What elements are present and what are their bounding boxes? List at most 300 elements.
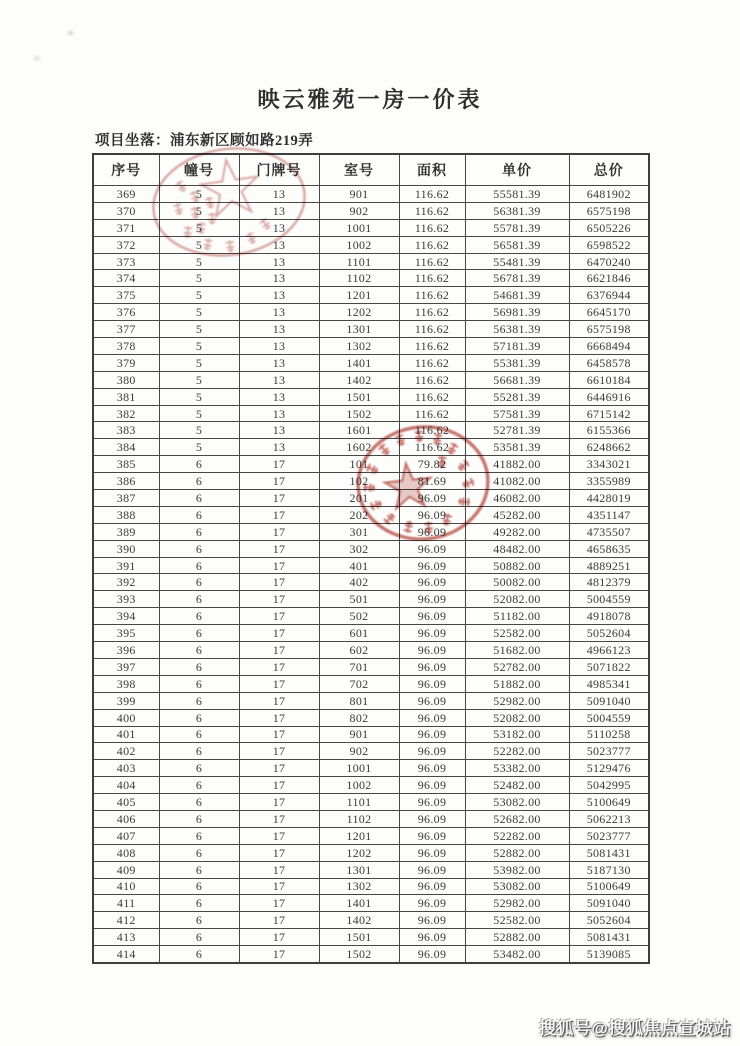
table-row [93, 591, 649, 608]
table-cell: 392 [93, 574, 159, 591]
table-cell: 5 [159, 304, 239, 321]
table-cell: 301 [319, 523, 399, 540]
table-cell: 55581.39 [465, 186, 569, 203]
price-table-header [93, 154, 649, 186]
table-cell: 96.09 [399, 523, 465, 540]
table-cell: 399 [93, 692, 159, 709]
table-cell: 96.09 [399, 692, 465, 709]
table-cell: 6 [159, 929, 239, 946]
table-cell: 5081431 [569, 929, 649, 946]
table-row [93, 760, 649, 777]
table-cell: 53182.00 [465, 726, 569, 743]
table-cell: 52282.00 [465, 827, 569, 844]
table-cell: 51182.00 [465, 608, 569, 625]
table-cell: 52781.39 [465, 422, 569, 439]
table-cell: 6610184 [569, 371, 649, 388]
table-cell: 17 [239, 658, 319, 675]
table-cell: 96.09 [399, 912, 465, 929]
table-cell: 502 [319, 608, 399, 625]
table-cell: 6575198 [569, 321, 649, 338]
table-cell: 6 [159, 692, 239, 709]
table-cell: 6621846 [569, 270, 649, 287]
table-cell: 5 [159, 186, 239, 203]
table-cell: 3355989 [569, 473, 649, 490]
table-row [93, 642, 649, 659]
table-cell: 17 [239, 490, 319, 507]
table-row [93, 388, 649, 405]
table-cell: 4889251 [569, 557, 649, 574]
table-row [93, 608, 649, 625]
table-cell: 116.62 [399, 422, 465, 439]
scan-artifact-dot [66, 29, 75, 37]
table-cell: 5 [159, 338, 239, 355]
table-cell: 17 [239, 760, 319, 777]
table-cell: 1002 [319, 777, 399, 794]
table-cell: 41882.00 [465, 456, 569, 473]
sohu-watermark: 搜狐号@搜狐焦点宣城站 [538, 1019, 731, 1038]
table-cell: 379 [93, 354, 159, 371]
table-cell: 54681.39 [465, 287, 569, 304]
table-cell: 5023777 [569, 743, 649, 760]
table-cell: 56681.39 [465, 371, 569, 388]
table-cell: 57181.39 [465, 338, 569, 355]
table-cell: 6 [159, 709, 239, 726]
table-cell: 96.09 [399, 574, 465, 591]
table-cell: 81.69 [399, 473, 465, 490]
table-cell: 601 [319, 625, 399, 642]
table-cell: 5091040 [569, 895, 649, 912]
table-cell: 6470240 [569, 253, 649, 270]
table-cell: 5052604 [569, 912, 649, 929]
table-cell: 3343021 [569, 456, 649, 473]
table-cell: 370 [93, 202, 159, 219]
table-cell: 1201 [319, 827, 399, 844]
table-row [93, 878, 649, 895]
table-cell: 55281.39 [465, 388, 569, 405]
table-cell: 50082.00 [465, 574, 569, 591]
table-row [93, 946, 649, 963]
table-row [93, 287, 649, 304]
table-cell: 51882.00 [465, 675, 569, 692]
header-row [93, 154, 649, 186]
table-cell: 402 [93, 743, 159, 760]
table-cell: 13 [239, 236, 319, 253]
table-cell: 5187130 [569, 861, 649, 878]
table-cell: 1302 [319, 878, 399, 895]
table-cell: 49282.00 [465, 523, 569, 540]
table-cell: 17 [239, 692, 319, 709]
table-cell: 17 [239, 506, 319, 523]
table-cell: 373 [93, 253, 159, 270]
table-cell: 387 [93, 490, 159, 507]
table-cell: 13 [239, 354, 319, 371]
column-header: 序号 [93, 154, 159, 186]
table-cell: 53382.00 [465, 760, 569, 777]
table-row [93, 777, 649, 794]
table-cell: 6 [159, 844, 239, 861]
table-row [93, 540, 649, 557]
table-cell: 96.09 [399, 844, 465, 861]
table-cell: 400 [93, 709, 159, 726]
table-cell: 6 [159, 861, 239, 878]
table-cell: 56781.39 [465, 270, 569, 287]
table-cell: 116.62 [399, 371, 465, 388]
table-cell: 6 [159, 473, 239, 490]
table-row [93, 270, 649, 287]
table-cell: 369 [93, 186, 159, 203]
table-cell: 116.62 [399, 186, 465, 203]
table-cell: 386 [93, 473, 159, 490]
scan-artifact-dot [32, 54, 42, 63]
table-cell: 6505226 [569, 219, 649, 236]
table-cell: 17 [239, 608, 319, 625]
table-cell: 52782.00 [465, 658, 569, 675]
table-row [93, 304, 649, 321]
project-location-value: 浦东新区顾如路219弄 [170, 133, 314, 149]
table-row [93, 405, 649, 422]
table-cell: 405 [93, 794, 159, 811]
table-cell: 5042995 [569, 777, 649, 794]
table-cell: 6 [159, 946, 239, 963]
table-cell: 1502 [319, 405, 399, 422]
table-cell: 404 [93, 777, 159, 794]
table-row [93, 557, 649, 574]
table-cell: 391 [93, 557, 159, 574]
table-cell: 116.62 [399, 202, 465, 219]
table-cell: 13 [239, 388, 319, 405]
table-cell: 383 [93, 422, 159, 439]
table-cell: 6668494 [569, 338, 649, 355]
table-cell: 5062213 [569, 810, 649, 827]
table-row [93, 929, 649, 946]
table-cell: 393 [93, 591, 159, 608]
table-cell: 4428019 [569, 490, 649, 507]
table-cell: 96.09 [399, 827, 465, 844]
table-cell: 381 [93, 388, 159, 405]
table-row [93, 861, 649, 878]
table-cell: 116.62 [399, 439, 465, 456]
table-cell: 52982.00 [465, 692, 569, 709]
table-cell: 901 [319, 186, 399, 203]
table-cell: 53581.39 [465, 439, 569, 456]
table-cell: 394 [93, 608, 159, 625]
table-cell: 395 [93, 625, 159, 642]
table-row [93, 827, 649, 844]
table-cell: 401 [319, 557, 399, 574]
table-cell: 116.62 [399, 287, 465, 304]
table-cell: 6 [159, 878, 239, 895]
table-cell: 55381.39 [465, 354, 569, 371]
column-header: 幢号 [159, 154, 239, 186]
table-cell: 5100649 [569, 878, 649, 895]
table-cell: 5 [159, 253, 239, 270]
table-cell: 6 [159, 591, 239, 608]
table-cell: 96.09 [399, 642, 465, 659]
project-location [95, 129, 313, 150]
table-cell: 6 [159, 574, 239, 591]
table-cell: 17 [239, 827, 319, 844]
table-cell: 901 [319, 726, 399, 743]
table-row [93, 236, 649, 253]
table-cell: 52282.00 [465, 743, 569, 760]
table-cell: 6645170 [569, 304, 649, 321]
table-cell: 6 [159, 456, 239, 473]
table-cell: 5 [159, 388, 239, 405]
table-cell: 52082.00 [465, 591, 569, 608]
table-cell: 96.09 [399, 675, 465, 692]
table-cell: 4658635 [569, 540, 649, 557]
table-cell: 96.09 [399, 540, 465, 557]
table-cell: 17 [239, 743, 319, 760]
table-row [93, 202, 649, 219]
column-header: 面积 [399, 154, 465, 186]
table-cell: 52582.00 [465, 912, 569, 929]
table-cell: 116.62 [399, 321, 465, 338]
table-cell: 116.62 [399, 354, 465, 371]
table-cell: 6 [159, 912, 239, 929]
table-cell: 1601 [319, 422, 399, 439]
table-cell: 55781.39 [465, 219, 569, 236]
table-cell: 17 [239, 591, 319, 608]
table-cell: 390 [93, 540, 159, 557]
table-cell: 41082.00 [465, 473, 569, 490]
table-cell: 408 [93, 844, 159, 861]
table-cell: 6715142 [569, 405, 649, 422]
table-cell: 1201 [319, 287, 399, 304]
table-cell: 801 [319, 692, 399, 709]
table-cell: 1502 [319, 946, 399, 963]
table-row [93, 743, 649, 760]
table-cell: 45282.00 [465, 506, 569, 523]
table-cell: 1501 [319, 929, 399, 946]
table-cell: 53082.00 [465, 878, 569, 895]
table-cell: 6 [159, 490, 239, 507]
table-cell: 116.62 [399, 388, 465, 405]
table-cell: 5 [159, 287, 239, 304]
table-cell: 1001 [319, 219, 399, 236]
table-cell: 5052604 [569, 625, 649, 642]
table-cell: 376 [93, 304, 159, 321]
table-cell: 79.82 [399, 456, 465, 473]
table-cell: 1202 [319, 844, 399, 861]
table-cell: 6 [159, 760, 239, 777]
table-cell: 13 [239, 219, 319, 236]
table-cell: 116.62 [399, 304, 465, 321]
table-cell: 96.09 [399, 760, 465, 777]
column-header: 总价 [569, 154, 649, 186]
table-cell: 17 [239, 523, 319, 540]
table-cell: 13 [239, 202, 319, 219]
table-cell: 375 [93, 287, 159, 304]
table-cell: 53982.00 [465, 861, 569, 878]
table-row [93, 219, 649, 236]
table-row [93, 810, 649, 827]
table-cell: 13 [239, 270, 319, 287]
table-cell: 6481902 [569, 186, 649, 203]
table-cell: 17 [239, 777, 319, 794]
table-cell: 96.09 [399, 810, 465, 827]
table-cell: 96.09 [399, 709, 465, 726]
table-cell: 96.09 [399, 878, 465, 895]
table-row [93, 794, 649, 811]
table-cell: 52582.00 [465, 625, 569, 642]
table-cell: 96.09 [399, 794, 465, 811]
price-table [92, 153, 650, 964]
table-cell: 13 [239, 405, 319, 422]
table-cell: 409 [93, 861, 159, 878]
table-cell: 17 [239, 929, 319, 946]
table-cell: 53482.00 [465, 946, 569, 963]
column-header: 门牌号 [239, 154, 319, 186]
table-cell: 17 [239, 574, 319, 591]
table-cell: 6 [159, 895, 239, 912]
table-cell: 13 [239, 304, 319, 321]
table-row [93, 658, 649, 675]
table-cell: 17 [239, 642, 319, 659]
table-cell: 51682.00 [465, 642, 569, 659]
table-cell: 1402 [319, 371, 399, 388]
table-cell: 116.62 [399, 405, 465, 422]
table-cell: 96.09 [399, 625, 465, 642]
table-cell: 17 [239, 675, 319, 692]
table-row [93, 709, 649, 726]
table-row [93, 186, 649, 203]
table-cell: 96.09 [399, 777, 465, 794]
table-cell: 5004559 [569, 709, 649, 726]
table-cell: 17 [239, 473, 319, 490]
table-row [93, 422, 649, 439]
table-cell: 1301 [319, 321, 399, 338]
table-row [93, 338, 649, 355]
table-cell: 6 [159, 523, 239, 540]
table-cell: 52882.00 [465, 929, 569, 946]
table-cell: 116.62 [399, 338, 465, 355]
page-title: 映云雅苑一房一价表 [257, 87, 483, 112]
table-cell: 96.09 [399, 506, 465, 523]
table-cell: 382 [93, 405, 159, 422]
table-cell: 201 [319, 490, 399, 507]
table-cell: 52682.00 [465, 810, 569, 827]
table-cell: 13 [239, 371, 319, 388]
table-cell: 6598522 [569, 236, 649, 253]
table-cell: 17 [239, 456, 319, 473]
table-cell: 1302 [319, 338, 399, 355]
table-cell: 6446916 [569, 388, 649, 405]
table-cell: 5139085 [569, 946, 649, 963]
price-table-body [93, 186, 649, 963]
table-cell: 5 [159, 422, 239, 439]
table-cell: 802 [319, 709, 399, 726]
table-row [93, 253, 649, 270]
table-cell: 17 [239, 878, 319, 895]
table-row [93, 726, 649, 743]
table-cell: 52082.00 [465, 709, 569, 726]
table-cell: 6 [159, 777, 239, 794]
table-row [93, 371, 649, 388]
table-cell: 52482.00 [465, 777, 569, 794]
table-cell: 6 [159, 625, 239, 642]
table-cell: 5 [159, 405, 239, 422]
table-cell: 6248662 [569, 439, 649, 456]
table-cell: 407 [93, 827, 159, 844]
table-cell: 6 [159, 658, 239, 675]
table-row [93, 473, 649, 490]
table-cell: 13 [239, 253, 319, 270]
table-cell: 1402 [319, 912, 399, 929]
table-cell: 397 [93, 658, 159, 675]
table-cell: 46082.00 [465, 490, 569, 507]
table-cell: 4735507 [569, 523, 649, 540]
table-cell: 1102 [319, 810, 399, 827]
table-cell: 5100649 [569, 794, 649, 811]
table-cell: 5 [159, 236, 239, 253]
table-row [93, 625, 649, 642]
table-cell: 116.62 [399, 270, 465, 287]
table-cell: 902 [319, 202, 399, 219]
table-cell: 372 [93, 236, 159, 253]
table-row [93, 844, 649, 861]
table-cell: 380 [93, 371, 159, 388]
table-cell: 96.09 [399, 895, 465, 912]
table-cell: 5110258 [569, 726, 649, 743]
table-cell: 17 [239, 557, 319, 574]
table-cell: 5 [159, 439, 239, 456]
table-cell: 13 [239, 186, 319, 203]
table-row [93, 506, 649, 523]
table-cell: 102 [319, 473, 399, 490]
table-cell: 116.62 [399, 219, 465, 236]
table-cell: 116.62 [399, 253, 465, 270]
table-cell: 96.09 [399, 557, 465, 574]
table-cell: 5 [159, 354, 239, 371]
column-header: 室号 [319, 154, 399, 186]
table-cell: 17 [239, 709, 319, 726]
table-cell: 702 [319, 675, 399, 692]
table-cell: 5 [159, 321, 239, 338]
table-cell: 53082.00 [465, 794, 569, 811]
table-cell: 413 [93, 929, 159, 946]
table-cell: 17 [239, 861, 319, 878]
table-cell: 52882.00 [465, 844, 569, 861]
table-cell: 6 [159, 506, 239, 523]
table-cell: 17 [239, 810, 319, 827]
table-cell: 6 [159, 827, 239, 844]
table-cell: 17 [239, 726, 319, 743]
table-cell: 55481.39 [465, 253, 569, 270]
table-cell: 1101 [319, 253, 399, 270]
table-cell: 116.62 [399, 236, 465, 253]
table-cell: 4812379 [569, 574, 649, 591]
project-location-label: 项目坐落： [95, 133, 170, 149]
table-cell: 1001 [319, 760, 399, 777]
table-cell: 6 [159, 540, 239, 557]
table-cell: 385 [93, 456, 159, 473]
table-cell: 1301 [319, 861, 399, 878]
table-row [93, 912, 649, 929]
table-cell: 389 [93, 523, 159, 540]
table-cell: 701 [319, 658, 399, 675]
table-cell: 13 [239, 439, 319, 456]
table-cell: 6155366 [569, 422, 649, 439]
table-cell: 398 [93, 675, 159, 692]
table-cell: 4351147 [569, 506, 649, 523]
table-row [93, 895, 649, 912]
table-cell: 56381.39 [465, 321, 569, 338]
table-cell: 6376944 [569, 287, 649, 304]
table-cell: 5129476 [569, 760, 649, 777]
table-cell: 5 [159, 371, 239, 388]
table-cell: 17 [239, 794, 319, 811]
